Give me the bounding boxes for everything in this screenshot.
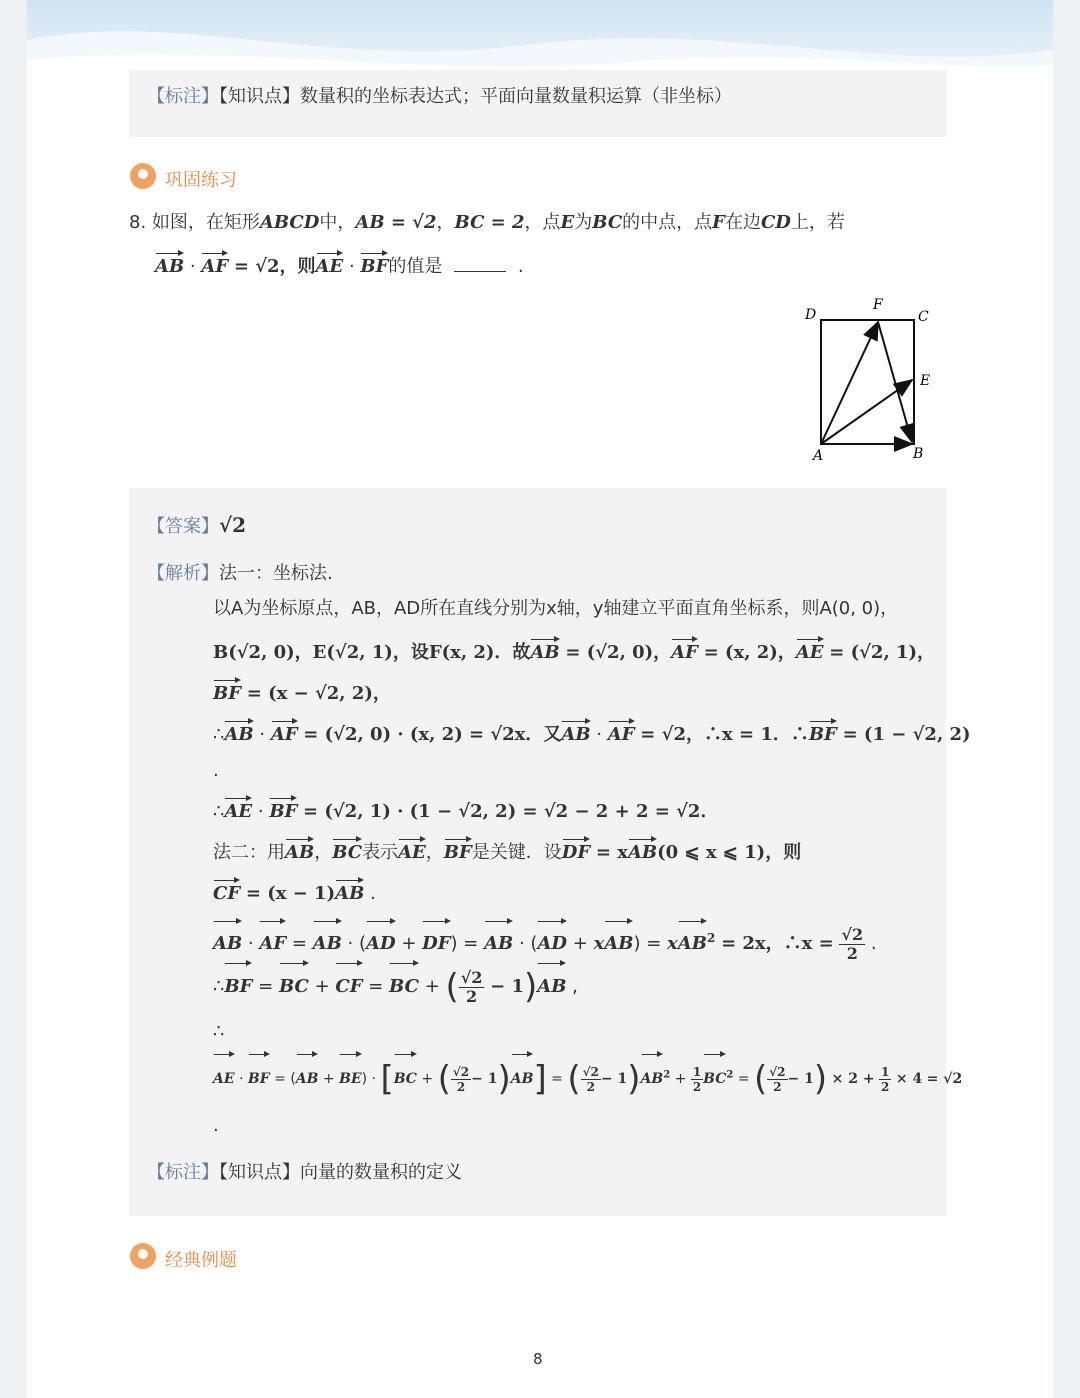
analysis-line-2 xyxy=(213,638,935,664)
vec-BF: BF xyxy=(269,797,297,823)
vec-AF: AF xyxy=(259,920,286,964)
frac-num: 1 xyxy=(881,1064,890,1079)
frac-den: 2 xyxy=(465,986,478,1006)
question-number: 8. xyxy=(129,212,147,233)
a-text: 2 xyxy=(706,931,716,945)
a-text: = (x − 1) xyxy=(245,883,336,904)
a-text: = (√2, 0) · (x, 2) = √2x．又 xyxy=(303,724,562,745)
vec-DF: DF xyxy=(422,920,450,964)
a-text: ∴ xyxy=(213,976,225,997)
q-text: 为 xyxy=(574,212,593,233)
q-math: BC xyxy=(592,212,623,233)
a-text: 法二：用 xyxy=(213,842,285,863)
frac-den: 2 xyxy=(586,1079,595,1094)
fraction xyxy=(451,1065,471,1094)
analysis-head xyxy=(147,563,333,585)
label-B: B xyxy=(913,446,924,462)
vec-AB: AB xyxy=(224,720,253,746)
vec-BE: BE xyxy=(339,1053,362,1101)
vec-BC: BC xyxy=(279,962,309,1008)
a-text: = x xyxy=(595,842,628,863)
bottom-note-tag: 【标注】 xyxy=(147,1162,219,1183)
a-text: = (√2, 1)， xyxy=(829,642,936,663)
q-text: . xyxy=(517,256,524,277)
a-text: − 1 xyxy=(787,1071,814,1087)
rectangle-ABCD xyxy=(821,320,914,444)
vec-CF: CF xyxy=(213,879,240,905)
frac-den: 2 xyxy=(846,943,858,963)
vec-AB: AB xyxy=(213,920,242,964)
vec-AF: AF xyxy=(271,720,298,746)
vec-AB: AB xyxy=(313,920,342,964)
section-practice-title: 巩固练习 xyxy=(165,170,237,191)
method1-title: 法一：坐标法. xyxy=(219,563,333,584)
vec-BF: BF xyxy=(213,679,241,705)
a-text: 是关键．设 xyxy=(471,842,562,863)
vec-BF: BF xyxy=(248,1053,270,1101)
vec-AB: AB xyxy=(678,920,707,964)
frac-num: 1 xyxy=(692,1064,702,1079)
vec-AF: AF xyxy=(671,638,698,664)
analysis-line-13: . xyxy=(213,1115,219,1136)
vec-AD: AD xyxy=(537,920,567,964)
label-C: C xyxy=(918,309,929,325)
vec-BC: BC xyxy=(703,1053,726,1101)
vec-BC: BC xyxy=(332,838,362,864)
arrow-FB xyxy=(878,322,912,442)
a-text: 表示 xyxy=(362,842,399,863)
q-text: ， xyxy=(436,212,455,233)
vec-AB: AB xyxy=(537,962,566,1008)
vec-AF: AF xyxy=(608,720,635,746)
analysis-line-4: ∴AB · AF = (√2, 0) · (x, 2) = √2x．又AB · AF = √2，∴x = 1．∴BF = (1 − √2, 2) xyxy=(213,720,971,746)
a-text: (0 ⩽ x ⩽ 1)，则 xyxy=(657,842,802,863)
analysis-line-9: AB · AF = AB · (AD + DF) = AB · (AD + xAB) = xAB$^2$ = 2x，∴x = $\frac{√2}{2}$ . xyxy=(213,918,877,962)
lightbulb-icon xyxy=(130,1243,156,1269)
label-F: F xyxy=(873,297,883,313)
a-text: = (√2, 0)， xyxy=(565,642,672,663)
top-note-text: 【知识点】数量积的坐标表达式；平面向量数量积运算（非坐标） xyxy=(219,86,732,107)
label-D: D xyxy=(805,307,817,323)
vec-AF: AF xyxy=(201,252,228,278)
section-example-title: 经典例题 xyxy=(165,1250,237,1271)
q-math: AB = √2 xyxy=(355,212,437,233)
vec-AB: AB xyxy=(511,1053,534,1101)
answer-blank xyxy=(454,271,506,272)
a-text: B(√2, 0)，E(√2, 1)，设F(x, 2)．故 xyxy=(213,642,531,663)
a-text: 2 xyxy=(663,1069,671,1081)
a-text: ∴ xyxy=(213,801,225,822)
fraction xyxy=(459,969,485,1006)
q-math: ABCD xyxy=(259,212,320,233)
a-text: − 1 xyxy=(600,1071,628,1087)
q-text: 中， xyxy=(319,212,356,233)
vec-DF: DF xyxy=(562,838,590,864)
vec-AB: AB xyxy=(530,638,559,664)
frac-num: √2 xyxy=(769,1064,786,1079)
q-text: = √2，则 xyxy=(233,256,316,277)
fraction xyxy=(839,926,865,963)
q-text: 的中点，点 xyxy=(622,212,713,233)
vec-AE: AE xyxy=(398,838,426,864)
analysis-line-1: 以A为坐标原点，AB，AD所在直线分别为x轴，y轴建立平面直角坐标系，则A(0, 0)， xyxy=(213,598,899,619)
answer-tag: 【答案】 xyxy=(147,516,219,537)
a-text: × 2 + xyxy=(831,1071,875,1087)
vec-AB: AB xyxy=(296,1053,319,1101)
q-math: CD xyxy=(760,212,791,233)
fraction xyxy=(767,1065,787,1094)
bottom-note xyxy=(147,1162,462,1184)
vec-AB: AB xyxy=(604,920,633,964)
vec-BF: BF xyxy=(224,962,252,1008)
vec-AB: AB xyxy=(285,838,314,864)
q-text: 如图，在矩形 xyxy=(151,212,260,233)
vec-AB: AB xyxy=(561,720,590,746)
analysis-line-6: ∴AE · BF = (√2, 1) · (1 − √2, 2) = √2 − 2 + 2 = √2． xyxy=(213,797,718,823)
vec-BF: BF xyxy=(360,252,388,278)
vec-AB: AB xyxy=(628,838,657,864)
frac-num: √2 xyxy=(841,924,864,944)
top-note xyxy=(147,82,732,108)
analysis-line-7: 法二：用AB，BC表示AE，BF是关键．设DF = xAB(0 ⩽ x ⩽ 1)，则 xyxy=(213,838,801,864)
a-text: = (√2, 1) · (1 − √2, 2) = √2 − 2 + 2 = √2． xyxy=(303,801,719,822)
a-text: = 2x，∴x = xyxy=(721,933,834,954)
vec-AB: AB xyxy=(484,920,513,964)
vec-BC: BC xyxy=(389,962,419,1008)
frac-den: 2 xyxy=(773,1079,782,1094)
answer-value: √2 xyxy=(219,513,247,537)
analysis-line-10: ∴BF = BC + CF = BC + ( $\frac{√2}{2}$ − 1)AB , xyxy=(213,962,578,1008)
vec-BF: BF xyxy=(809,720,837,746)
arrow-AF xyxy=(821,322,878,444)
arrow-AE xyxy=(821,380,912,444)
vec-AE: AE xyxy=(316,252,344,278)
frac-den: 2 xyxy=(881,1079,890,1094)
q-text: ，点 xyxy=(524,212,561,233)
q-math: BC = 2 xyxy=(454,212,525,233)
bottom-note-text: 【知识点】向量的数量积的定义 xyxy=(219,1162,462,1183)
vec-BC: BC xyxy=(394,1053,417,1101)
header-wave-decoration xyxy=(27,0,1053,78)
vec-CF: CF xyxy=(335,962,362,1008)
vec-AD: AD xyxy=(366,920,396,964)
q-text: 在边 xyxy=(724,212,761,233)
lightbulb-icon xyxy=(130,163,156,189)
vec-AB: AB xyxy=(641,1053,664,1101)
frac-den: 2 xyxy=(456,1079,466,1094)
analysis-line-3 xyxy=(213,679,391,705)
vec-AB: AB xyxy=(335,879,364,905)
vec-AE: AE xyxy=(224,797,252,823)
label-E: E xyxy=(920,373,931,389)
analysis-line-12: AE · BF = (AB + BE) · [BC + ( $\frac{√2}{2}$ − 1)AB] = ( $\frac{√2}{2}$ − $1)AB^2$ + $\frac{1}{2}$ $BC^2$ = ( $\frac{√2}{2}$ − 1) × 2 + $\frac{1}{2}$ × 4 = √2 xyxy=(213,1053,962,1101)
analysis-line-11: ∴ xyxy=(213,1021,225,1042)
a-text: × 4 xyxy=(895,1071,923,1087)
question-line-1 xyxy=(129,212,845,234)
analysis-line-8: CF = (x − 1)AB . xyxy=(213,879,376,905)
vec-AB: AB xyxy=(155,252,184,278)
vec-AE: AE xyxy=(213,1053,235,1101)
frac-den: 2 xyxy=(692,1079,702,1094)
a-text: = (x − √2, 2)， xyxy=(246,683,391,704)
label-A: A xyxy=(813,448,824,464)
a-text: = (x, 2)， xyxy=(703,642,796,663)
fraction xyxy=(879,1065,891,1094)
fraction xyxy=(581,1065,601,1094)
a-text: − 1 xyxy=(490,976,524,997)
a-text: ∴ xyxy=(213,724,225,745)
a-text: = √2 xyxy=(926,1071,963,1087)
analysis-line-5: . xyxy=(213,760,219,781)
page-number: 8 xyxy=(533,1350,543,1368)
a-text: − 1 xyxy=(471,1071,498,1087)
q-math: F xyxy=(712,212,725,233)
question-line-2: AB · AF = √2，则AE · BF的值是 . xyxy=(155,252,524,278)
frac-num: √2 xyxy=(460,967,483,987)
analysis-tag: 【解析】 xyxy=(147,563,219,584)
a-text: 2 xyxy=(726,1069,734,1081)
q-text: 的值是 xyxy=(388,256,443,277)
top-note-tag: 【标注】 xyxy=(147,86,219,107)
vec-BF: BF xyxy=(444,838,472,864)
frac-num: √2 xyxy=(582,1064,599,1079)
q-text: 上，若 xyxy=(790,212,845,233)
frac-num: √2 xyxy=(452,1064,470,1079)
a-text: = (1 − √2, 2) xyxy=(842,724,971,745)
rectangle-figure xyxy=(800,290,940,465)
answer-line xyxy=(147,514,246,538)
fraction xyxy=(691,1065,703,1094)
q-math: E xyxy=(560,212,575,233)
vec-AE: AE xyxy=(796,638,824,664)
a-text: = √2，∴x = 1．∴ xyxy=(640,724,809,745)
